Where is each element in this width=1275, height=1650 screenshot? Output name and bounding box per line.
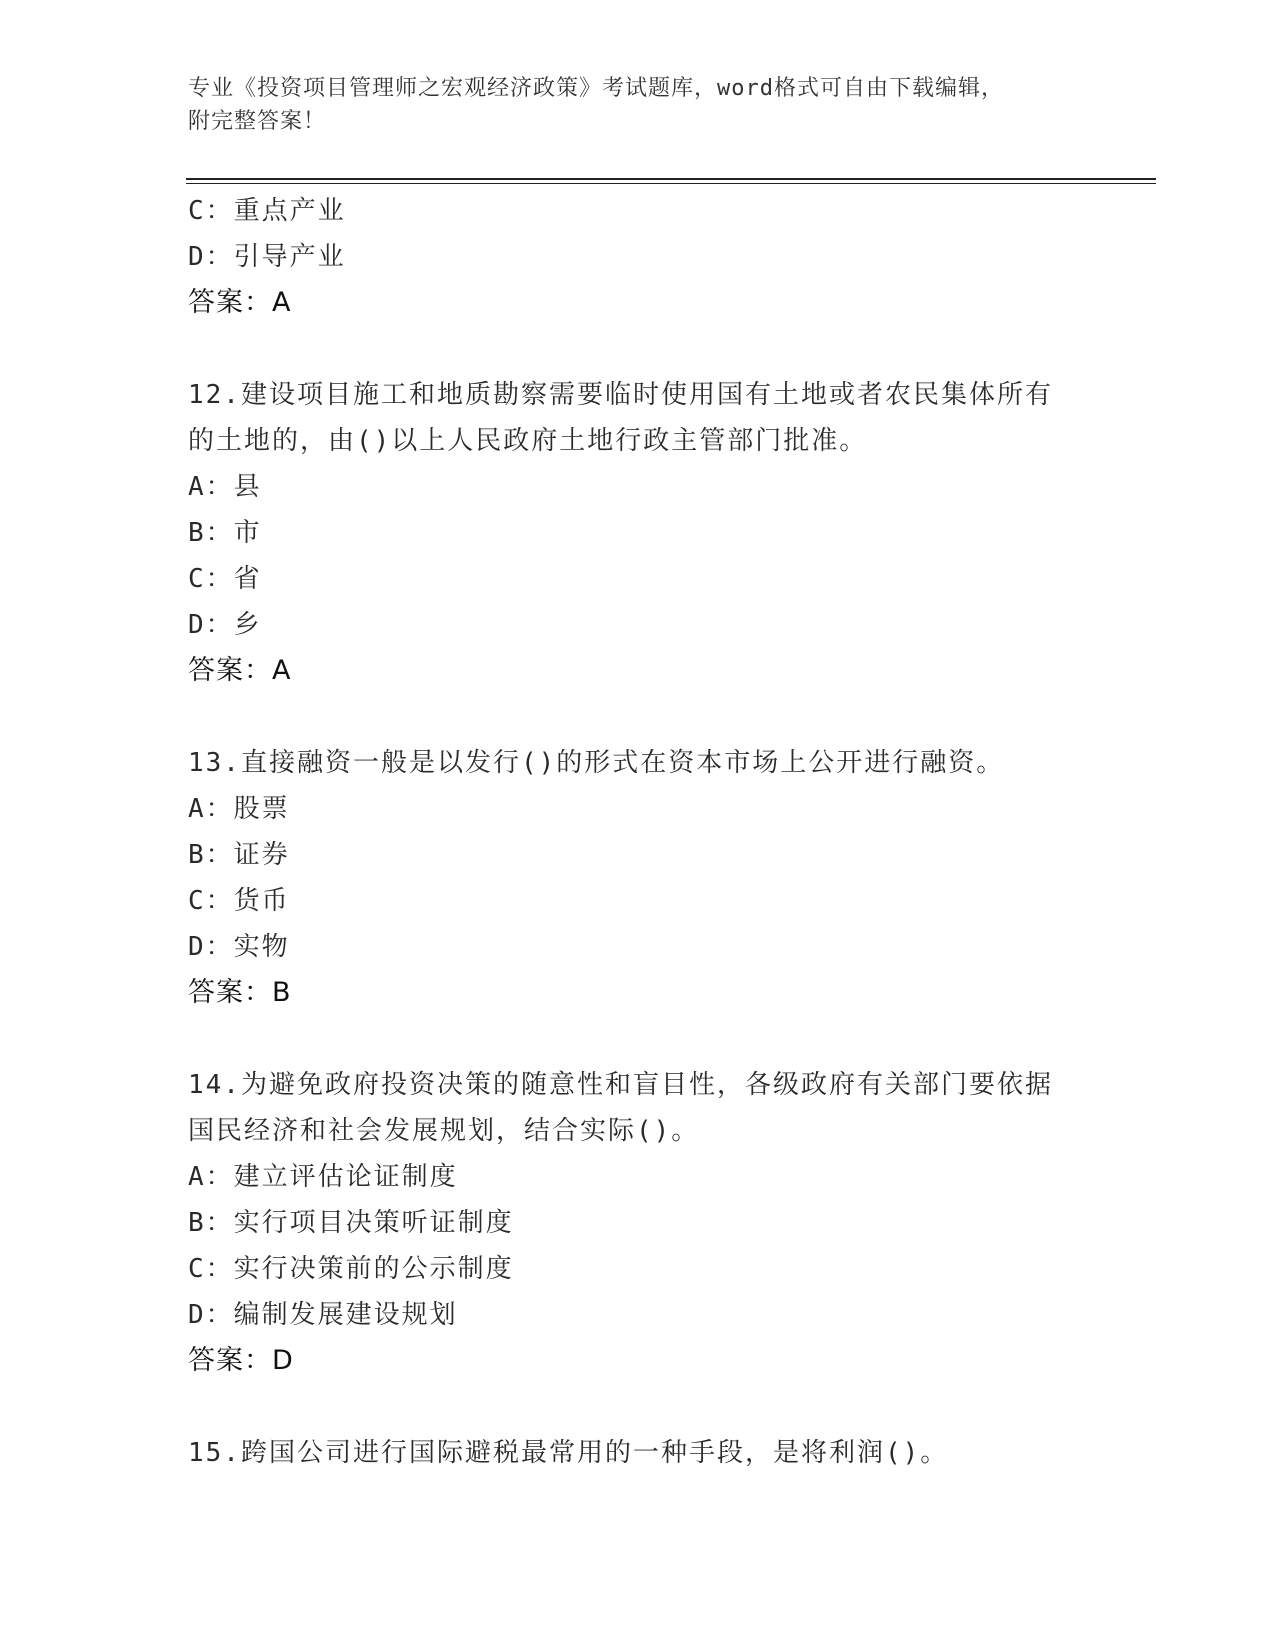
question-stem-continued: 国民经济和社会发展规划，结合实际()。: [188, 1116, 700, 1146]
header-divider-thick: [186, 178, 1156, 180]
option-c: C：重点产业: [188, 196, 346, 226]
document-header: [188, 72, 1088, 138]
header-line-2: 附完整答案！: [188, 109, 327, 134]
spacer: [188, 694, 1088, 740]
question-stem: 15.跨国公司进行国际避税最常用的一种手段，是将利润()。: [188, 1438, 949, 1468]
option-c: C：实行决策前的公示制度: [188, 1254, 514, 1284]
spacer: [188, 326, 1088, 372]
question-list: [188, 188, 1088, 1476]
question-stem: 14.为避免政府投资决策的随意性和盲目性，各级政府有关部门要依据: [188, 1070, 1053, 1100]
question-stem-continued: 的土地的，由()以上人民政府土地行政主管部门批准。: [188, 426, 868, 456]
question-block-13: [188, 740, 1088, 1016]
option-c: C：货币: [188, 886, 290, 916]
option-b: B：市: [188, 518, 262, 548]
header-divider-thin: [186, 183, 1156, 184]
answer-line: 答案：A: [188, 655, 292, 686]
header-line-1: 专业《投资项目管理师之宏观经济政策》考试题库，word格式可自由下载编辑，: [188, 76, 1004, 101]
option-d: D：引导产业: [188, 242, 346, 272]
option-b: B：实行项目决策听证制度: [188, 1208, 514, 1238]
option-a: A：县: [188, 472, 262, 502]
option-a: A：建立评估论证制度: [188, 1162, 458, 1192]
answer-line: 答案：A: [188, 287, 292, 318]
question-stem: 13.直接融资一般是以发行()的形式在资本市场上公开进行融资。: [188, 748, 1005, 778]
option-a: A：股票: [188, 794, 290, 824]
question-block-prev: [188, 188, 1088, 326]
question-block-12: [188, 372, 1088, 694]
spacer: [188, 1384, 1088, 1430]
option-d: D：实物: [188, 932, 290, 962]
option-b: B：证券: [188, 840, 290, 870]
answer-line: 答案：D: [188, 1345, 294, 1376]
option-d: D：乡: [188, 610, 262, 640]
question-block-14: [188, 1062, 1088, 1384]
option-c: C：省: [188, 564, 262, 594]
option-d: D：编制发展建设规划: [188, 1300, 458, 1330]
question-block-15: [188, 1430, 1088, 1476]
answer-line: 答案：B: [188, 977, 292, 1008]
question-stem: 12.建设项目施工和地质勘察需要临时使用国有土地或者农民集体所有: [188, 380, 1053, 410]
spacer: [188, 1016, 1088, 1062]
